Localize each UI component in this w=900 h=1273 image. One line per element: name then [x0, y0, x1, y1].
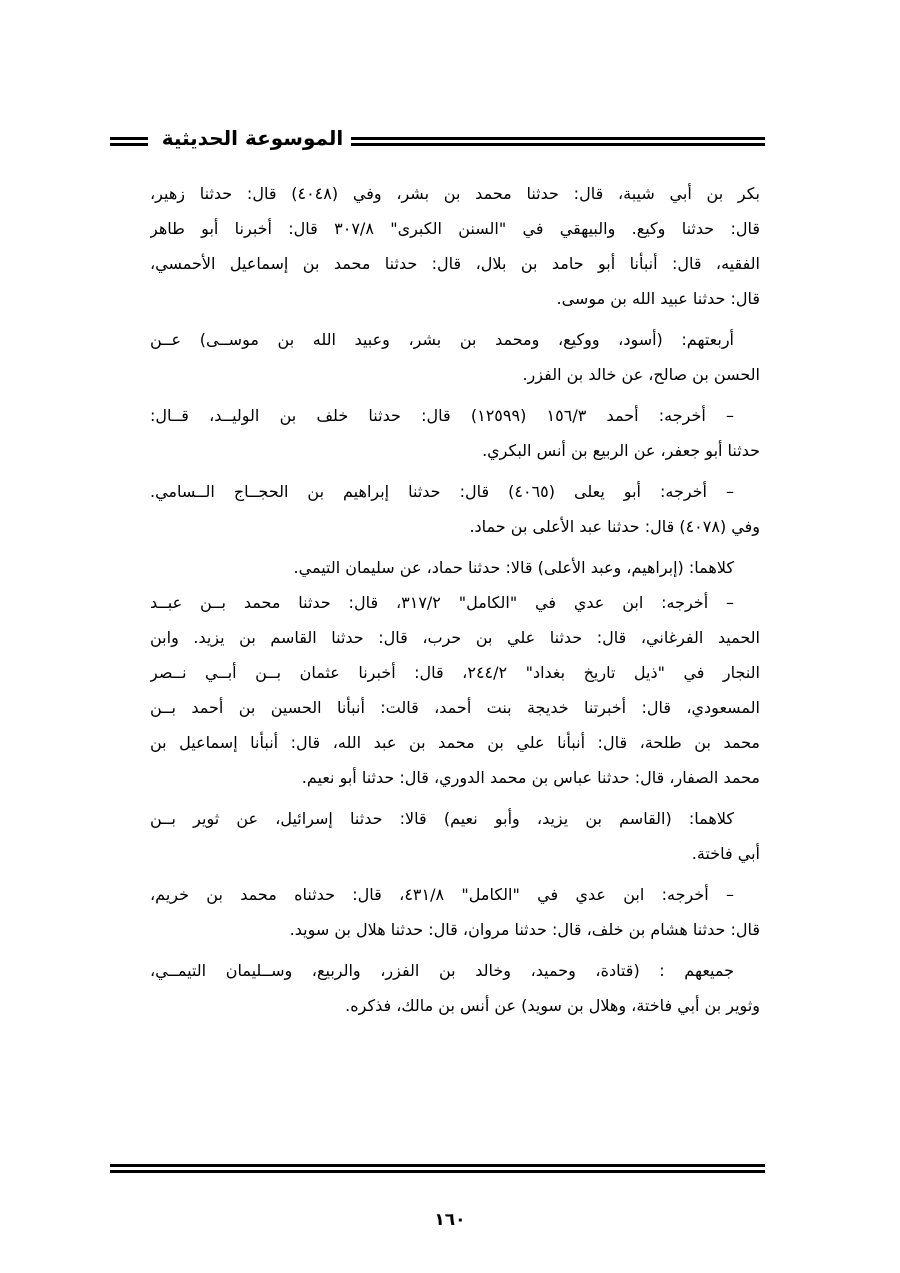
- text-line: أربعتهم: (أسود، ووكيع، ومحمد بن بشر، وعبيد الله بن موســى) عــن: [150, 330, 734, 349]
- text-line: قال: حدثنا وكيع. والبيهقي في "السنن الكبرى" ٣٠٧/٨ قال: أخبرنا أبو طاهر: [150, 219, 760, 238]
- text-line: – أخرجه: أحمد ١٥٦/٣ (١٢٥٩٩) قال: حدثنا خلف بن الوليــد، قــال:: [150, 406, 734, 425]
- footer-rule: [110, 1164, 765, 1167]
- page-footer: [110, 1164, 765, 1173]
- text-line: حدثنا أبو جعفر، عن الربيع بن أنس البكري.: [482, 441, 760, 460]
- text-line: الفقيه، قال: أنبأنا أبو حامد بن بلال، قال: حدثنا محمد بن إسماعيل الأحمسي،: [150, 254, 760, 273]
- header-rule: [110, 137, 148, 140]
- text-line: قال: حدثنا عبيد الله بن موسى.: [556, 289, 760, 308]
- page-body: [150, 176, 760, 1023]
- header-rule: [110, 143, 148, 146]
- text-line: قال: حدثنا هشام بن خلف، قال: حدثنا مروان، قال: حدثنا هلال بن سويد.: [289, 920, 760, 939]
- text-line: وفي (٤٠٧٨) قال: حدثنا عبد الأعلى بن حماد.: [469, 517, 760, 536]
- running-header-title: الموسوعة الحديثية: [161, 126, 344, 150]
- page-header: [110, 126, 765, 156]
- text-line: محمد بن طلحة، قال: أنبأنا علي بن محمد بن عبد الله، قال: أنبأنا إسماعيل بن: [150, 733, 760, 752]
- text-line: كلاهما: (إبراهيم، وعبد الأعلى) قالا: حدثنا حماد، عن سليمان التيمي.: [293, 558, 734, 577]
- text-line: كلاهما: (القاسم بن يزيد، وأبو نعيم) قالا: حدثنا إسرائيل، عن ثوير بــن: [150, 809, 734, 828]
- text-line: أبي فاختة.: [691, 844, 760, 863]
- text-line: – أخرجه: أبو يعلى (٤٠٦٥) قال: حدثنا إبراهيم بن الحجــاج الــسامي.: [150, 482, 735, 501]
- header-rule: [351, 137, 765, 140]
- text-line: النجار في "ذيل تاريخ بغداد" ٢٤٤/٢، قال: أخبرنا عثمان بــن أبــي نــصر: [150, 663, 760, 682]
- text-line: بكر بن أبي شيبة، قال: حدثنا محمد بن بشر، وفي (٤٠٤٨) قال: حدثنا زهير،: [150, 184, 760, 203]
- header-rule: [351, 143, 765, 146]
- text-line: الحسن بن صالح، عن خالد بن الفزر.: [522, 365, 760, 384]
- text-line: جميعهم : (قتادة، وحميد، وخالد بن الفزر، والربيع، وســليمان التيمــي،: [150, 961, 734, 980]
- text-line: محمد الصفار، قال: حدثنا عباس بن محمد الدوري، قال: حدثنا أبو نعيم.: [301, 768, 760, 787]
- text-line: الحميد الفرغاني، قال: حدثنا علي بن حرب، قال: حدثنا القاسم بن يزيد. وابن: [150, 628, 760, 647]
- page-number: ١٦٠: [434, 1210, 466, 1230]
- text-line: – أخرجه: ابن عدي في "الكامل" ٣١٧/٢، قال: حدثنا محمد بــن عبــد: [150, 593, 735, 612]
- footer-rule: [110, 1170, 765, 1173]
- text-line: وثوير بن أبي فاختة، وهلال بن سويد) عن أنس بن مالك، فذكره.: [345, 996, 760, 1015]
- text-line: المسعودي، قال: أخبرتنا خديجة بنت أحمد، قالت: أنبأنا الحسين بن أحمد بــن: [150, 698, 760, 717]
- text-line: – أخرجه: ابن عدي في "الكامل" ٤٣١/٨، قال: حدثناه محمد بن خريم،: [150, 885, 735, 904]
